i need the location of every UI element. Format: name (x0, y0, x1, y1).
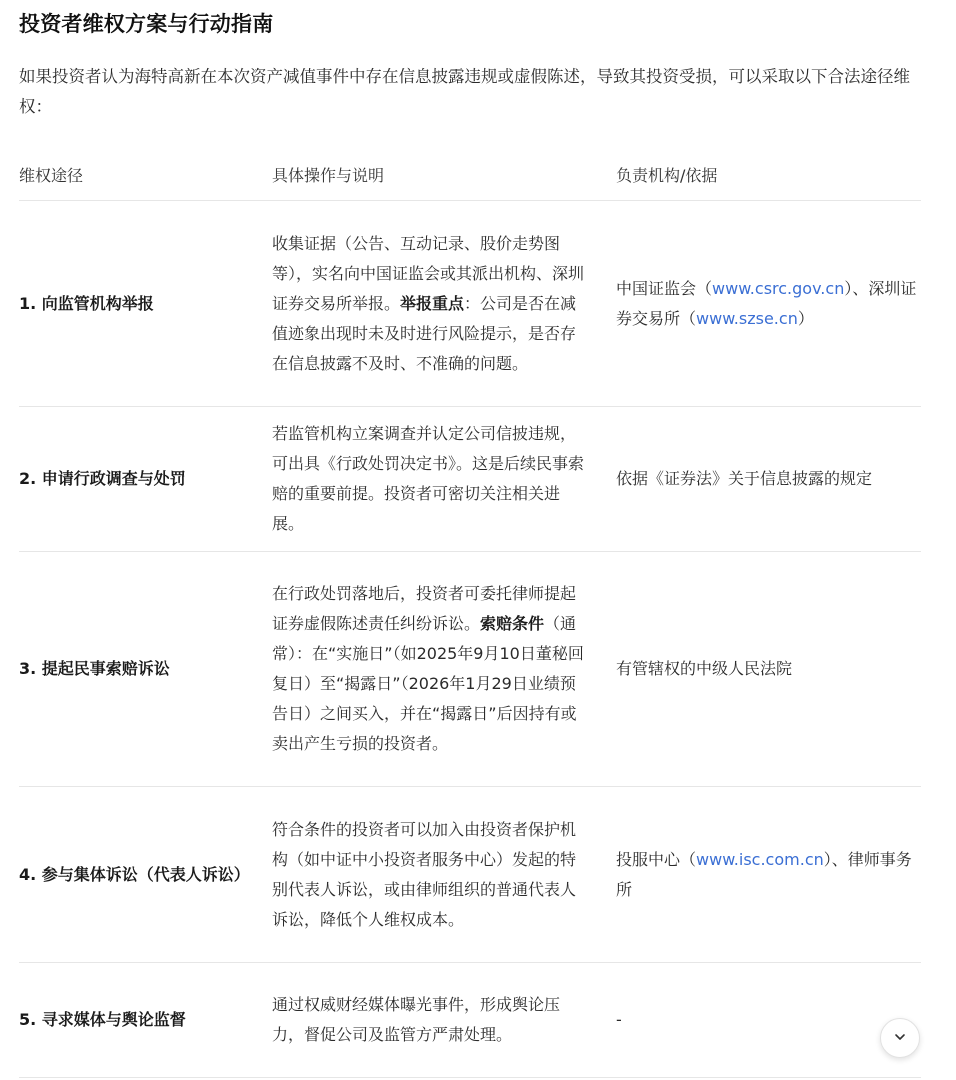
org-text: ）、深圳证券交易所（ (616, 278, 917, 328)
org-cell (616, 845, 921, 905)
detail-text: （通常）：在“实施日”（如2025年9月10日董秘回复日）至“揭露日”（2026年1月29日业绩预告日）之间买入，并在“揭露日”后因持有或卖出产生亏损的投资者。 (272, 614, 584, 753)
route-cell: 5. 寻求媒体与舆论监督 (19, 1010, 186, 1029)
table-row (19, 787, 921, 963)
header-org: 负责机构/依据 (616, 166, 718, 185)
org-text: 投服中心（ (616, 849, 697, 869)
intro-paragraph: 如果投资者认为海特高新在本次资产减值事件中存在信息披露违规或虚假陈述，导致其投资受损，可以采取以下合法途径维权： (19, 67, 910, 116)
route-cell: 3. 提起民事索赔诉讼 (19, 659, 170, 678)
route-cell: 4. 参与集体诉讼（代表人诉讼） (19, 864, 250, 884)
table-row (19, 552, 921, 787)
org-cell: 依据《证券法》关于信息披露的规定 (616, 469, 873, 488)
szse-link[interactable]: www.szse.cn (696, 308, 798, 328)
route-cell: 1. 向监管机构举报 (19, 293, 154, 313)
detail-text: 在行政处罚落地后，投资者可委托律师提起证券虚假陈述责任纠纷诉讼。 (272, 584, 577, 633)
org-text: 中国证监会（ (616, 278, 713, 298)
chevron-down-icon (893, 1029, 907, 1048)
scroll-down-button[interactable] (880, 1018, 920, 1058)
detail-cell (272, 579, 616, 759)
detail-bold: 索赔条件 (480, 614, 545, 633)
org-cell: - (616, 1010, 622, 1029)
header-detail: 具体操作与说明 (272, 166, 385, 185)
route-cell: 2. 申请行政调查与处罚 (19, 469, 186, 488)
org-text: ） (797, 308, 814, 328)
detail-cell: 通过权威财经媒体曝光事件，形成舆论压力，督促公司及监管方严肃处理。 (272, 995, 561, 1044)
org-cell: 有管辖权的中级人民法院 (616, 659, 793, 678)
detail-bold: 举报重点 (400, 293, 465, 313)
page-title: 投资者维权方案与行动指南 (19, 12, 274, 36)
isc-link[interactable]: www.isc.com.cn (696, 849, 824, 869)
table-row (19, 963, 921, 1078)
org-text: ）、律师事务所 (616, 849, 912, 899)
detail-cell: 符合条件的投资者可以加入由投资者保护机构（如中证中小投资者服务中心）发起的特别代表人诉讼，或由律师组织的普通代表人诉讼，降低个人维权成本。 (272, 819, 577, 929)
csrc-link[interactable]: www.csrc.gov.cn (712, 278, 845, 298)
table-header-row (19, 152, 921, 201)
header-route: 维权途径 (19, 166, 84, 185)
detail-cell (272, 229, 616, 379)
org-cell (616, 274, 921, 334)
detail-cell: 若监管机构立案调查并认定公司信披违规，可出具《行政处罚决定书》。这是后续民事索赔的重要前提。投资者可密切关注相关进展。 (272, 424, 585, 533)
rights-table (19, 152, 921, 1078)
table-row (19, 201, 921, 407)
detail-text: 收集证据（公告、互动记录、股价走势图等），实名向中国证监会或其派出机构、深圳证券交易所举报。 (272, 233, 585, 313)
detail-text: ：公司是否在减值迹象出现时未及时进行风险提示，是否存在信息披露不及时、不准确的问题。 (272, 293, 577, 373)
table-row (19, 407, 921, 552)
